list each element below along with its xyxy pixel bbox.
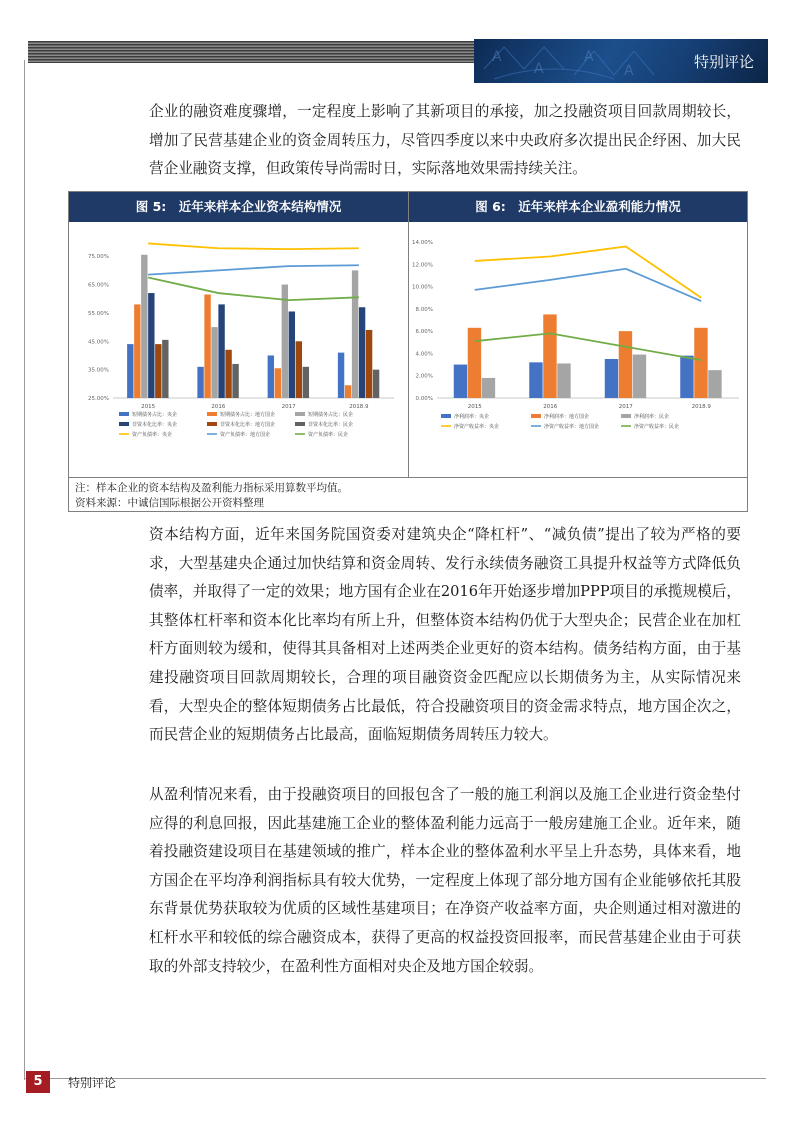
series-line: [475, 246, 702, 297]
header-section-title: 特别评论: [693, 53, 754, 71]
legend-swatch: [119, 412, 129, 416]
legend-label: 非资本化比率：央企: [132, 422, 178, 428]
bar: [454, 365, 467, 398]
bar: [338, 353, 344, 398]
bar: [162, 340, 168, 398]
bar: [633, 355, 646, 398]
left-margin-rule: [24, 60, 25, 1080]
x-tick-label: 2016: [211, 404, 226, 410]
figure-box: [68, 191, 748, 512]
bar: [134, 304, 140, 398]
figure-note: 注：样本企业的资本结构及盈利能力指标采用算数平均值。: [75, 482, 348, 494]
y-tick-label: 0.00%: [415, 396, 433, 402]
legend-swatch: [295, 412, 305, 416]
y-tick-label: 55.00%: [88, 310, 109, 317]
bar: [345, 385, 351, 398]
bar: [296, 341, 302, 398]
header-stripe: [28, 41, 474, 63]
legend-label: 净资产收益率：民企: [634, 424, 680, 430]
bar: [605, 359, 618, 398]
series-line: [148, 277, 359, 300]
bar: [619, 331, 632, 398]
bar: [557, 363, 570, 398]
y-tick-label: 2.00%: [415, 373, 433, 380]
legend-label: 净资产收益率：地方国企: [544, 424, 600, 430]
bar: [232, 364, 238, 398]
chart-capital-structure: [69, 222, 408, 477]
svg-text:A: A: [534, 61, 544, 77]
footer-rule: [24, 1078, 766, 1079]
legend-label: 短期债务占比：民企: [308, 412, 354, 418]
legend-swatch: [207, 412, 217, 416]
y-tick-label: 12.00%: [412, 262, 433, 269]
y-tick-label: 8.00%: [415, 306, 433, 313]
body-paragraph-profit: 从盈利情况来看，由于投融资项目的回报包含了一般的施工利润以及施工企业进行资金垫付应得的利息回报，因此基建施工企业的整体盈利能力远高于一般房建施工企业。近年来，随着投融资建设项目在基建领域的推广，样本企业的整体盈利水平呈上升态势，具体来看，地方国企在平均净利润指标具有较大优势，一定程度上体现了部分地方国有企业能够依托其股东背景优势获取较为优质的区域性基建项目；在净资产收益率方面，央企则通过相对激进的杠杆水平和较低的综合融资成本，获得了更高的权益投资回报率，而民营基建企业由于可获取的外部支持较少，在盈利性方面相对央企及地方国企较弱。: [149, 786, 741, 975]
legend-label: 资产负债率：民企: [308, 432, 349, 438]
bar: [543, 314, 556, 398]
y-tick-label: 35.00%: [88, 367, 109, 374]
legend-label: 非资本化比率：民企: [308, 422, 354, 428]
legend-label: 短期债务占比：央企: [132, 412, 178, 418]
legend-label: 净利润率：地方国企: [544, 414, 590, 420]
bar: [359, 307, 365, 398]
bar: [366, 330, 372, 398]
fig6-title: 图 6: 近年来样本企业盈利能力情况: [409, 192, 747, 222]
legend-label: 短期债务占比：地方国企: [220, 412, 276, 418]
bar: [680, 356, 693, 398]
series-line: [148, 265, 359, 274]
x-tick-label: 2016: [543, 404, 558, 410]
fig5-title: 图 5: 近年来样本企业资本结构情况: [69, 192, 408, 222]
y-tick-label: 14.00%: [412, 240, 433, 246]
legend-label: 净利润率：民企: [634, 414, 670, 420]
legend-swatch: [295, 422, 305, 426]
bar: [211, 327, 217, 398]
bar: [282, 285, 288, 398]
intro-paragraph: 企业的融资难度骤增，一定程度上影响了其新项目的承接，加之投融资项目回款周期较长，增加了民营基建企业的资金周转压力，尽管四季度以来中央政府多次提出民企纾困、加大民营企业融资支撑，但政策传导尚需时日，实际落地效果需持续关注。: [149, 103, 741, 178]
bar: [482, 378, 495, 398]
series-line: [148, 243, 359, 249]
bar: [127, 344, 133, 398]
bar: [141, 255, 147, 398]
bar: [289, 311, 295, 398]
y-tick-label: 25.00%: [88, 396, 109, 402]
bar: [373, 370, 379, 398]
bar: [708, 370, 721, 398]
legend-swatch: [441, 414, 451, 418]
legend-swatch: [531, 414, 541, 418]
page-number: 5: [26, 1071, 50, 1093]
bar: [197, 367, 203, 398]
y-tick-label: 75.00%: [88, 254, 109, 261]
figure-source: 资料来源：中诚信国际根据公开资料整理: [75, 497, 264, 509]
y-tick-label: 65.00%: [88, 282, 109, 289]
bar: [303, 367, 309, 398]
y-tick-label: 45.00%: [88, 339, 109, 346]
svg-text:A: A: [624, 63, 634, 79]
legend-label: 净利润率：央企: [454, 414, 490, 420]
y-tick-label: 10.00%: [412, 284, 433, 291]
chart-profitability: [409, 222, 747, 477]
x-tick-label: 2018.9: [691, 404, 711, 410]
bar: [352, 270, 358, 398]
header-banner: [474, 39, 768, 83]
legend-swatch: [621, 414, 631, 418]
x-tick-label: 2015: [141, 404, 156, 410]
legend-label: 非资本化比率：地方国企: [220, 422, 276, 428]
series-line: [475, 333, 702, 360]
bar: [268, 355, 274, 398]
y-tick-label: 4.00%: [415, 351, 433, 358]
svg-text:A: A: [584, 49, 594, 65]
x-tick-label: 2017: [281, 404, 296, 410]
bar: [204, 294, 210, 398]
x-tick-label: 2015: [467, 404, 482, 410]
footer-label: 特别评论: [68, 1076, 117, 1090]
body-paragraph-capital: 资本结构方面，近年来国务院国资委对建筑央企“降杠杆”、“减负债”提出了较为严格的要求，大型基建央企通过加快结算和资金周转、发行永续债务融资工具提升权益等方式降低负债率，并取得了一定的效果；地方国有企业在2016年开始逐步增加PPP项目的承揽规模后，其整体杠杆率和资本化比率均有所上升，但整体资本结构仍优于大型央企；民营企业在加杠杆方面则较为缓和，使得其具备相对上述两类企业更好的资本结构。债务结构方面，由于基建投融资项目回款周期较长，合理的项目融资资金匹配应以长期债务为主，从实际情况来看，大型央企的整体短期债务占比最低，符合投融资项目的资金需求特点，地方国企次之，而民营企业的短期债务占比最高，面临短期债务周转压力较大。: [149, 526, 741, 744]
x-tick-label: 2018.9: [349, 404, 369, 410]
svg-text:A: A: [492, 49, 502, 65]
bar: [218, 304, 224, 398]
legend-swatch: [207, 422, 217, 426]
bar: [468, 328, 481, 398]
note-separator: [69, 477, 747, 478]
bar: [148, 293, 154, 398]
legend-label: 净资产收益率：央企: [454, 424, 500, 430]
bar: [275, 368, 281, 398]
y-tick-label: 6.00%: [415, 329, 433, 336]
legend-label: 资产负债率：地方国企: [220, 432, 271, 438]
bar: [225, 350, 231, 398]
bar: [155, 344, 161, 398]
bar: [694, 328, 707, 398]
legend-label: 资产负债率：央企: [132, 432, 173, 438]
legend-swatch: [119, 422, 129, 426]
x-tick-label: 2017: [618, 404, 633, 410]
bar: [529, 362, 542, 398]
